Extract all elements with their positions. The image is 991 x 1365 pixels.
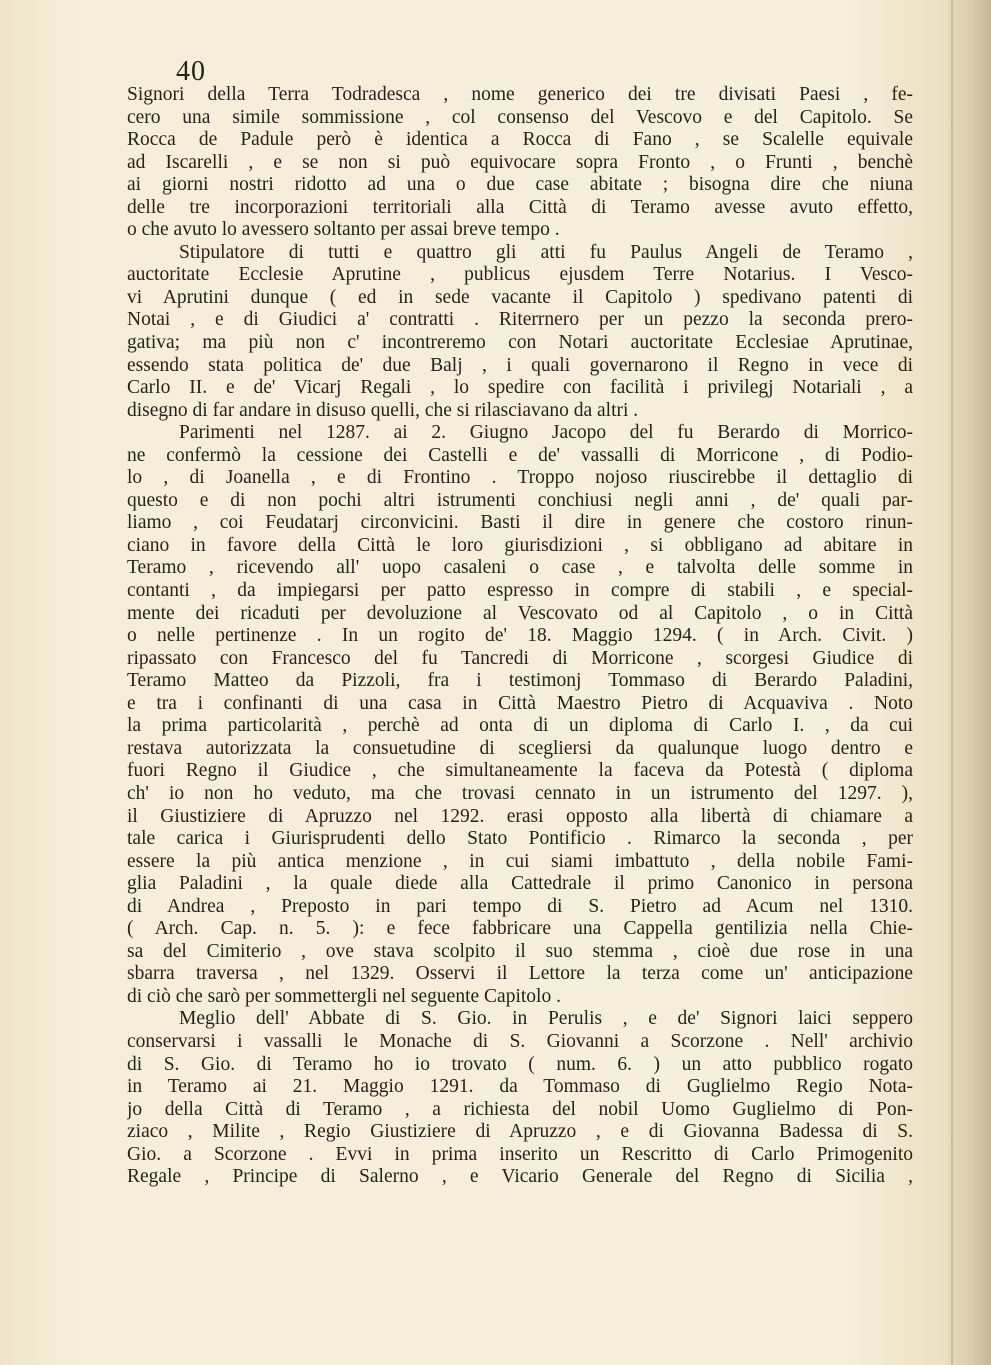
text-line: Regale , Principe di Salerno , e Vicario Generale del Regno di Sicilia ,: [127, 1166, 913, 1188]
text-line: vi Aprutini dunque ( ed in sede vacante il Capitolo ) spedivano patenti di: [127, 286, 913, 308]
text-line: sbarra traversa , nel 1329. Osservi il Lettore la terza come un' anticipazione: [127, 963, 913, 985]
text-line: di Andrea , Preposto in pari tempo di S. Pietro ad Acum nel 1310.: [127, 895, 913, 917]
text-line: ad Iscarelli , e se non si può equivocare sopra Fronto , o Frunti , benchè: [127, 151, 913, 173]
text-line: o nelle pertinenze . In un rogito de' 18. Maggio 1294. ( in Arch. Civit. ): [127, 625, 913, 647]
text-line: Teramo Matteo da Pizzoli, fra i testimonj Tommaso di Berardo Paladini,: [127, 670, 913, 692]
text-line: ziaco , Milite , Regio Giustiziere di Apruzzo , e di Giovanna Badessa di S.: [127, 1121, 913, 1143]
text-line: Teramo , ricevendo all' uopo casaleni o case , e talvolta delle somme in: [127, 557, 913, 579]
text-line: auctoritate Ecclesie Aprutine , publicus ejusdem Terre Notarius. I Vesco-: [127, 264, 913, 286]
text-line: Gio. a Scorzone . Evvi in prima inserito un Rescritto di Carlo Primogenito: [127, 1143, 913, 1165]
text-line: Meglio dell' Abbate di S. Gio. in Perulis , e de' Signori laici seppero: [179, 1008, 913, 1030]
text-line: questo e di non pochi altri istrumenti conchiusi negli anni , de' quali par-: [127, 489, 913, 511]
text-line: delle tre incorporazioni territoriali alla Città di Teramo avesse avuto effetto,: [127, 196, 913, 218]
text-line: essendo stata politica de' due Balj , i quali governarono il Regno in vece di: [127, 354, 913, 376]
text-line: ( Arch. Cap. n. 5. ): e fece fabbricare una Cappella gentilizia nella Chie-: [127, 918, 913, 940]
text-line: il Giustiziere di Apruzzo nel 1292. erasi opposto alla libertà di chiamare a: [127, 805, 913, 827]
text-line: glia Paladini , la quale diede alla Cattedrale il primo Canonico in persona: [127, 873, 913, 895]
text-line: ai giorni nostri ridotto ad una o due case abitate ; bisogna dire che niuna: [127, 174, 913, 196]
text-line: Rocca de Padule però è identica a Rocca di Fano , se Scalelle equivale: [127, 129, 913, 151]
text-line: di S. Gio. di Teramo ho io trovato ( num. 6. ) un atto pubblico rogato: [127, 1053, 913, 1075]
text-line: la prima particolarità , perchè ad onta di un diploma di Carlo I. , da cui: [127, 715, 913, 737]
text-line: lo , di Joanella , e di Frontino . Troppo nojoso riuscirebbe il dettaglio di: [127, 467, 913, 489]
page-edge-line: [951, 0, 953, 1365]
text-line: restava autorizzata la consuetudine di scegliersi da qualunque luogo dentro e: [127, 737, 913, 759]
text-line: conservarsi i vassalli le Monache di S. Giovanni a Scorzone . Nell' archivio: [127, 1030, 913, 1052]
text-line: liamo , coi Feudatarj circonvicini. Basti il dire in genere che costoro rinun-: [127, 512, 913, 534]
text-line: jo della Città di Teramo , a richiesta del nobil Uomo Guglielmo di Pon-: [127, 1098, 913, 1120]
text-line: o che avuto lo avessero soltanto per assai breve tempo .: [127, 219, 560, 241]
text-line: Parimenti nel 1287. ai 2. Giugno Jacopo del fu Berardo di Morrico-: [179, 422, 913, 444]
text-line: ne confermò la cessione dei Castelli e de' vassalli di Morricone , di Podio-: [127, 444, 913, 466]
text-line: Signori della Terra Todradesca , nome generico dei tre divisati Paesi , fe-: [127, 84, 913, 105]
text-line: essere la più antica menzione , in cui siami imbattuto , della nobile Fami-: [127, 850, 913, 872]
text-line: gativa; ma più non c' incontreremo con Notari auctoritate Ecclesiae Aprutinae,: [127, 332, 913, 354]
text-line: mente dei ricaduti per devoluzione al Vescovato od al Capitolo , o in Città: [127, 602, 913, 624]
text-line: Stipulatore di tutti e quattro gli atti fu Paulus Angeli de Teramo ,: [179, 241, 913, 263]
body-text: [127, 84, 913, 1189]
text-line: Carlo II. e de' Vicarj Regali , lo spedire con facilità i privilegj Notariali , a: [127, 377, 913, 399]
text-line: sa del Cimiterio , ove stava scolpito il suo stemma , cioè due rose in una: [127, 940, 913, 962]
text-line: Notai , e di Giudici a' contratti . Riterrnero per un pezzo la seconda prero-: [127, 309, 913, 331]
text-line: di ciò che sarò per sommettergli nel seguente Capitolo .: [127, 985, 561, 1007]
text-line: contanti , da impiegarsi per patto espresso in compre di stabili , e special-: [127, 580, 913, 602]
page-number: 40: [176, 56, 206, 87]
text-line: ripassato con Francesco del fu Tancredi di Morricone , scorgesi Giudice di: [127, 647, 913, 669]
text-line: ciano in favore della Città le loro giurisdizioni , si obbligano ad abitare in: [127, 534, 913, 556]
text-line: disegno di far andare in disuso quelli, che si rilasciavano da altri .: [127, 399, 639, 421]
text-line: tale carica i Giurisprudenti dello Stato Pontificio . Rimarco la seconda , per: [127, 828, 913, 850]
text-line: fuori Regno il Giudice , che simultaneamente la faceva da Potestà ( diploma: [127, 760, 913, 782]
text-line: e tra i confinanti di una casa in Città Maestro Pietro di Acquaviva . Noto: [127, 692, 913, 714]
text-line: in Teramo ai 21. Maggio 1291. da Tommaso di Guglielmo Regio Nota-: [127, 1076, 913, 1098]
text-line: ch' io non ho veduto, ma che trovasi cennato in un istrumento del 1297. ),: [127, 782, 913, 804]
text-line: cero una simile sommissione , col consenso del Vescovo e del Capitolo. Se: [127, 106, 913, 128]
